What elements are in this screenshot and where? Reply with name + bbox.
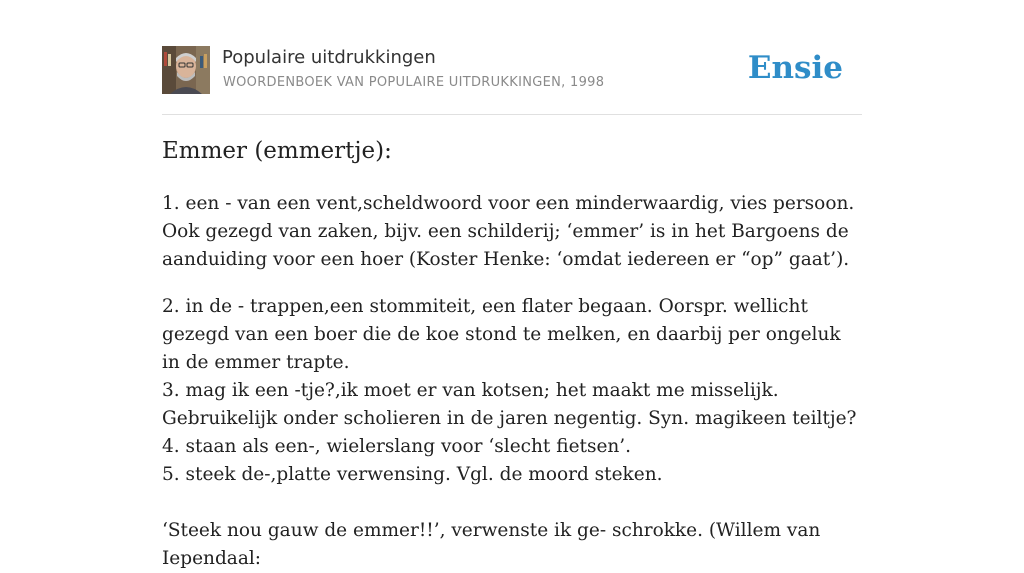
definition-line: 4. staan als een-, wielerslang voor ‘slecht fietsen’. <box>162 436 632 457</box>
entry-content <box>162 190 862 573</box>
author-avatar[interactable] <box>162 46 210 94</box>
source-title[interactable]: Populaire uitdrukkingen <box>222 47 436 68</box>
brand-logo[interactable]: Ensie <box>747 50 843 86</box>
definition-paragraph: 1. een - van een vent,scheldwoord voor een minderwaardig, vies persoon. Ook gezegd van zaken, bijv. een schilderij; ‘emmer’ is in het Bargoens de aanduiding voor een hoer (Koster Henke: ‘omdat iedereen er “op” gaat’). <box>162 193 855 270</box>
entry-term: Emmer (emmertje): <box>162 138 392 164</box>
author-portrait-icon <box>162 46 210 94</box>
source-header <box>162 46 862 115</box>
quote-paragraph: ‘Steek nou gauw de emmer!!’, verwenste ik ge- schrokke. (Willem van Iependaal: <box>162 520 821 569</box>
definition-line: 5. steek de-,platte verwensing. Vgl. de moord steken. <box>162 464 663 485</box>
source-subtitle: WOORDENBOEK VAN POPULAIRE UITDRUKKINGEN, 1998 <box>223 75 605 90</box>
definition-line: 2. in de - trappen,een stommiteit, een flater begaan. Oorspr. wellicht gezegd van een boer die de koe stond te melken, en daarbij per ongeluk in de emmer trapte. <box>162 296 841 373</box>
definition-line: 3. mag ik een -tje?,ik moet er van kotsen; het maakt me misselijk. Gebruikelijk onder scholieren in de jaren negentig. Syn. magikeen teiltje? <box>162 380 857 429</box>
